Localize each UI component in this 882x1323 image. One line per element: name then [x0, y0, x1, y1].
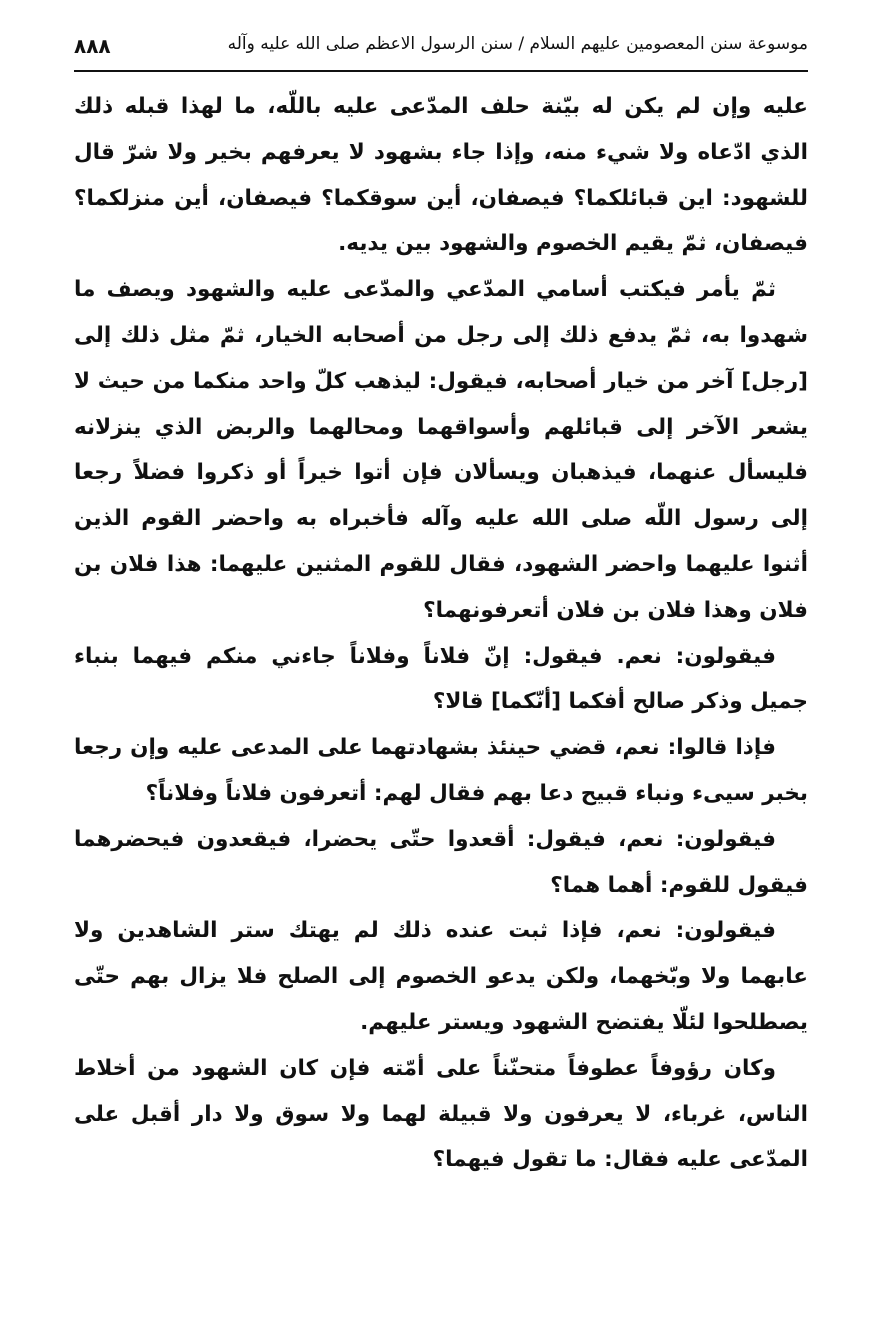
paragraph-3: فيقولون: نعم. فيقول: إنّ فلاناً وفلاناً جاءني منكم فيهما بنباء جميل وذكر صالح أفكما [أنّكما] قالا؟: [74, 643, 808, 715]
paragraph-6: فيقولون: نعم، فإذا ثبت عنده ذلك لم يهتك ستر الشاهدين ولا عابهما ولا وبّخهما، ولكن يدعو الخصوم إلى الصلح فلا يزال بهم حتّى يصطلحوا لئلّا يفتضح الشهود ويستر عليهم.: [74, 918, 808, 1035]
page-number: ٨٨٨: [74, 34, 111, 58]
paragraph-5: فيقولون: نعم، فيقول: أقعدوا حتّى يحضرا، فيقعدون فيحضرهما فيقول للقوم: أهما هما؟: [74, 826, 808, 898]
paragraph-2: ثمّ يأمر فيكتب أسامي المدّعي والمدّعى عليه والشهود ويصف ما شهدوا به، ثمّ يدفع ذلك إلى رجل من أصحابه الخيار، ثمّ مثل ذلك إلى [رجل] آخر من خيار أصحابه، فيقول: ليذهب كلّ واحد منكما من حيث لا يشعر الآخر إلى قبائلهم وأسواقهما ومحالهما والربض الذي ينزلانه فليسأل عنهما، فيذهبان ويسألان فإن أتوا خيراً أو ذكروا فضلاً رجعا إلى رسول اللّه صلى الله عليه وآله فأخبراه به واحضر القوم الذين أثنوا عليهما واحضر الشهود، فقال للقوم المثنين عليهما: هذا فلان بن فلان وهذا فلان بن فلان أتعرفونهما؟: [74, 277, 808, 623]
paragraph-1: عليه وإن لم يكن له بيّنة حلف المدّعى عليه باللّه، ما لهذا قبله ذلك الذي ادّعاه ولا شيء منه، وإذا جاء بشهود لا يعرفهم بخير ولا شرّ قال للشهود: اين قبائلكما؟ فيصفان، أين سوقكما؟ فيصفان، أين منزلكما؟ فيصفان، ثمّ يقيم الخصوم والشهود بين يديه.: [74, 94, 808, 257]
body-text: [74, 84, 808, 1183]
paragraph-4: فإذا قالوا: نعم، قضي حينئذ بشهادتهما على المدعى عليه وإن رجعا بخبر سيىء ونباء قبيح دعا بهم فقال لهم: أتعرفون فلاناً وفلاناً؟: [74, 735, 808, 806]
running-title: موسوعة سنن المعصومين عليهم السلام / سنن الرسول الاعظم صلى الله عليه وآله: [227, 34, 808, 54]
paragraph-7: وكان رؤوفاً عطوفاً متحنّناً على أمّته فإن كان الشهود من أخلاط الناس، غرباء، لا يعرفون ولا قبيلة لهما ولا سوق ولا دار أقبل على المدّعى عليه فقال: ما تقول فيهما؟: [74, 1055, 808, 1173]
page-header: [74, 30, 808, 72]
